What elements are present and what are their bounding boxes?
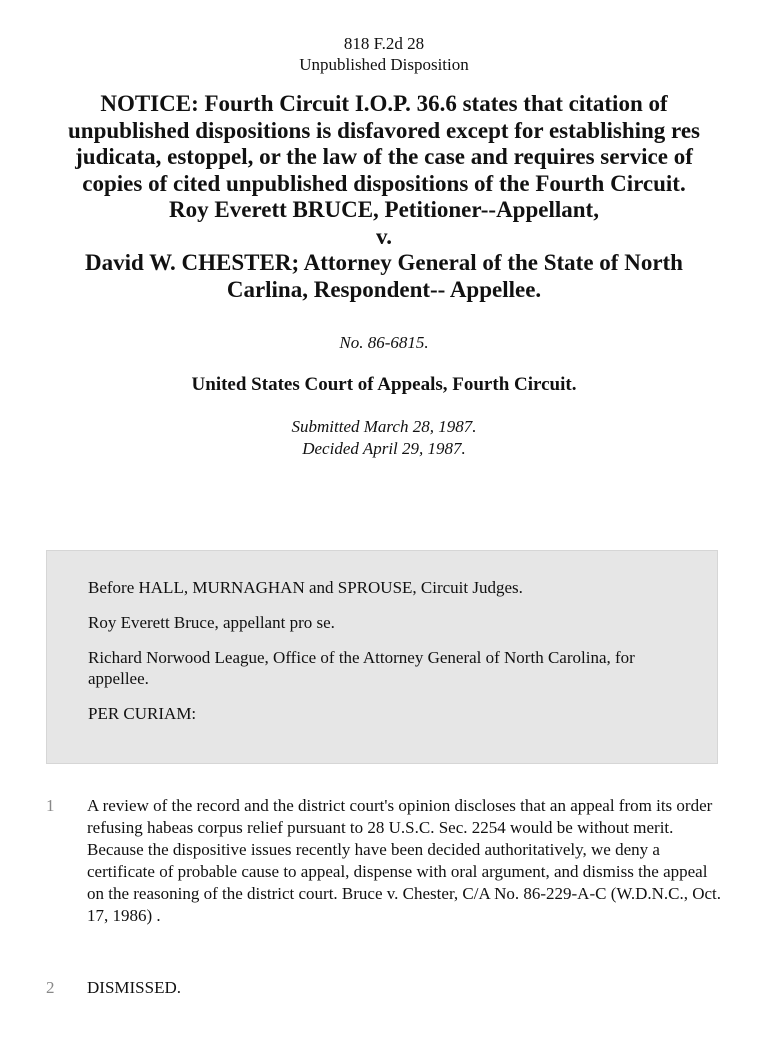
paragraph-text: DISMISSED. [87, 978, 181, 997]
appellant-name: Roy Everett BRUCE, Petitioner--Appellant, [169, 197, 599, 222]
case-citation: 818 F.2d 28 [343, 34, 425, 53]
paragraph-number: 2 [46, 978, 55, 997]
disposition-label: Unpublished Disposition [299, 55, 469, 74]
judges-line: Before HALL, MURNAGHAN and SPROUSE, Circuit Judges. [88, 578, 523, 597]
paragraph-text: A review of the record and the district court's opinion discloses that an appeal from its order refusing habeas corpus relief pursuant to 28 U.S.C. Sec. 2254 would be without merit. Because the dispositive issues recently have been decided authoritatively, we deny a certificate of probable cause to appeal, dispense with oral argument, and dismiss the appeal on the reasoning of the district court. Bruce v. Chester, C/A No. 86-229-A-C (W.D.N.C., Oct. 17, 1986) . [87, 796, 722, 925]
appellee-name: David W. CHESTER; Attorney General of the State of North Carlina, Respondent-- Appellee. [85, 250, 683, 302]
court-name: United States Court of Appeals, Fourth Circuit. [191, 374, 577, 395]
case-dates [0, 416, 768, 460]
appellee-counsel: Richard Norwood League, Office of the Attorney General of North Carolina, for appellee. [88, 648, 635, 688]
opinion-paragraph [46, 795, 726, 927]
per-curiam-label: PER CURIAM: [88, 704, 197, 723]
decided-date: Decided April 29, 1987. [302, 439, 466, 458]
opinion-paragraph [46, 977, 726, 999]
submitted-date: Submitted March 28, 1987. [291, 417, 477, 436]
paragraph-number: 1 [46, 796, 55, 815]
case-parties [44, 197, 724, 303]
versus-label: v. [376, 223, 392, 249]
document-header [0, 33, 768, 75]
notice-text: NOTICE: Fourth Circuit I.O.P. 36.6 states that citation of unpublished dispositions is disfavored except for establishing res judicata, estoppel, or the law of the case and requires service of copies of cited unpublished dispositions of the Fourth Circuit. [67, 91, 700, 196]
docket-number: No. 86-6815. [339, 333, 429, 352]
appellant-counsel: Roy Everett Bruce, appellant pro se. [88, 613, 335, 632]
counsel-box [46, 550, 718, 764]
